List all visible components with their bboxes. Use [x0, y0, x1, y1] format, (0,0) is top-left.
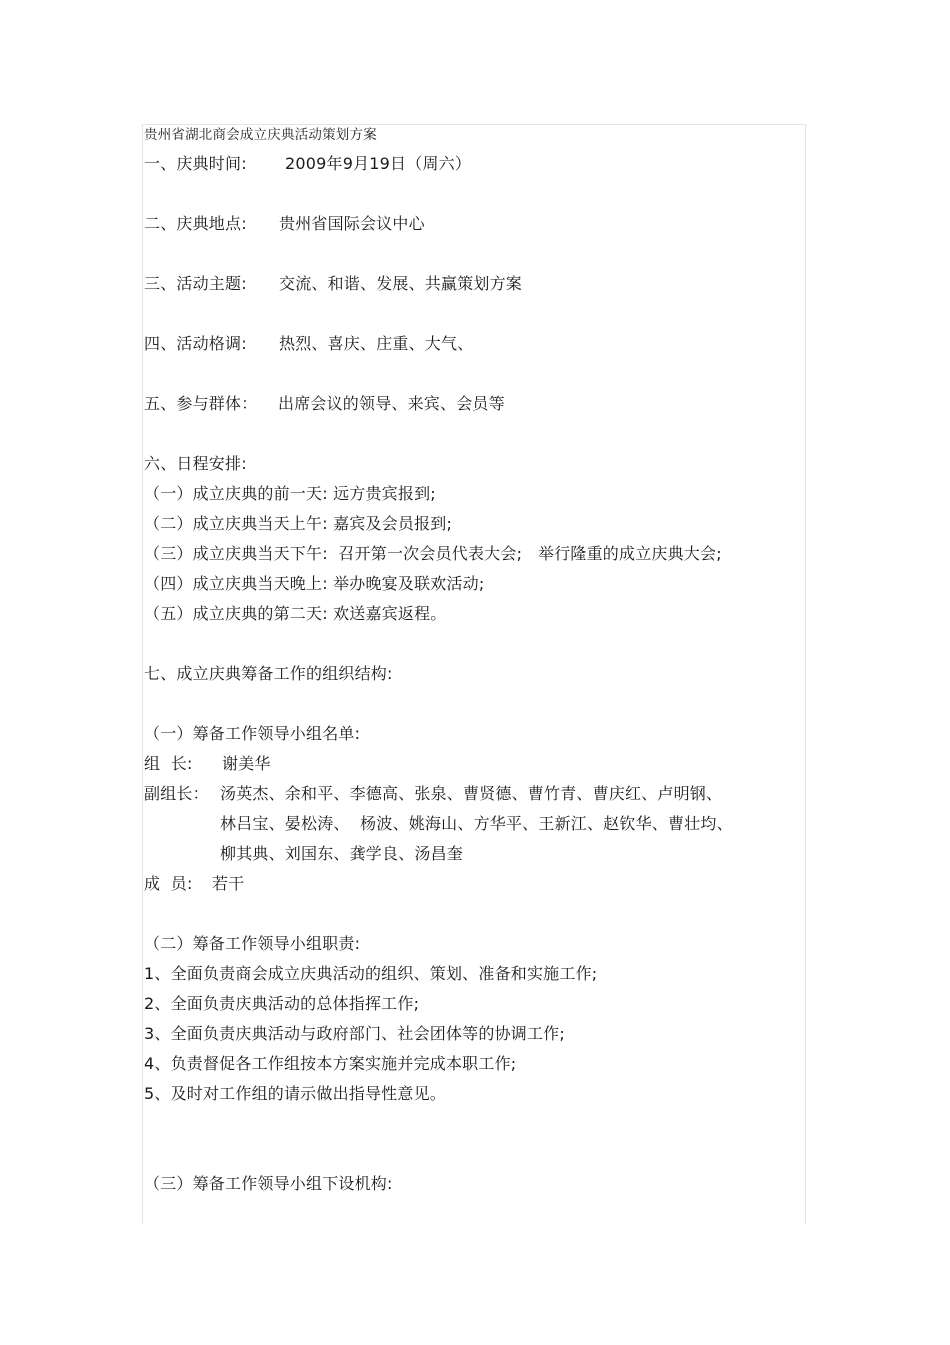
leader-label: 组 长:	[144, 754, 193, 773]
item-participants-label: 五、参与群体：	[144, 394, 258, 413]
schedule-line: （三）成立庆典当天下午: 召开第一次会员代表大会; 举行隆重的成立庆典大会;	[144, 544, 722, 563]
item-theme-label: 三、活动主题:	[144, 274, 247, 293]
item-location-label: 二、庆典地点:	[144, 214, 247, 233]
schedule-line: （四）成立庆典当天晚上: 举办晚宴及联欢活动;	[144, 574, 485, 593]
item-time-label: 一、庆典时间:	[144, 154, 247, 173]
group1-heading: （一）筹备工作领导小组名单:	[144, 724, 361, 743]
deputy-names: 柳其典、刘国东、龚学良、汤昌奎	[220, 844, 464, 863]
members-value: 若干	[212, 874, 245, 893]
schedule-line: （二）成立庆典当天上午: 嘉宾及会员报到;	[144, 514, 453, 533]
item-time-value: 2009年9月19日（周六）	[285, 154, 472, 173]
leader-name: 谢美华	[222, 754, 271, 773]
schedule-line: （一）成立庆典的前一天: 远方贵宾报到;	[144, 484, 436, 503]
members-label: 成 员:	[144, 874, 193, 893]
deputy-names: 汤英杰、余和平、李德高、张泉、曹贤德、曹竹青、曹庆红、卢明钢、	[220, 784, 723, 803]
deputy-label: 副组长：	[144, 784, 209, 803]
duty-item: 3、全面负责庆典活动与政府部门、社会团体等的协调工作;	[144, 1024, 565, 1043]
item-participants-value: 出席会议的领导、来宾、会员等	[278, 394, 505, 413]
group2-heading: （二）筹备工作领导小组职责:	[144, 934, 361, 953]
duty-item: 2、全面负责庆典活动的总体指挥工作;	[144, 994, 420, 1013]
item-theme-value: 交流、和谐、发展、共赢策划方案	[279, 274, 523, 293]
duty-item: 1、全面负责商会成立庆典活动的组织、策划、准备和实施工作;	[144, 964, 598, 983]
schedule-heading: 六、日程安排:	[144, 454, 247, 473]
item-location-value: 贵州省国际会议中心	[279, 214, 425, 233]
schedule-line: （五）成立庆典的第二天: 欢送嘉宾返程。	[144, 604, 447, 623]
duty-item: 5、及时对工作组的请示做出指导性意见。	[144, 1084, 446, 1103]
item-tone-value: 热烈、喜庆、庄重、大气、	[279, 334, 474, 353]
group3-heading: （三）筹备工作领导小组下设机构:	[144, 1174, 393, 1193]
duty-item: 4、负责督促各工作组按本方案实施并完成本职工作;	[144, 1054, 517, 1073]
document-title: 贵州省湖北商会成立庆典活动策划方案	[144, 127, 377, 143]
structure-heading: 七、成立庆典筹备工作的组织结构:	[144, 664, 393, 683]
deputy-names: 林吕宝、晏松涛、 杨波、姚海山、方华平、王新江、赵钦华、曹壮均、	[220, 814, 733, 833]
item-tone-label: 四、活动格调:	[144, 334, 247, 353]
